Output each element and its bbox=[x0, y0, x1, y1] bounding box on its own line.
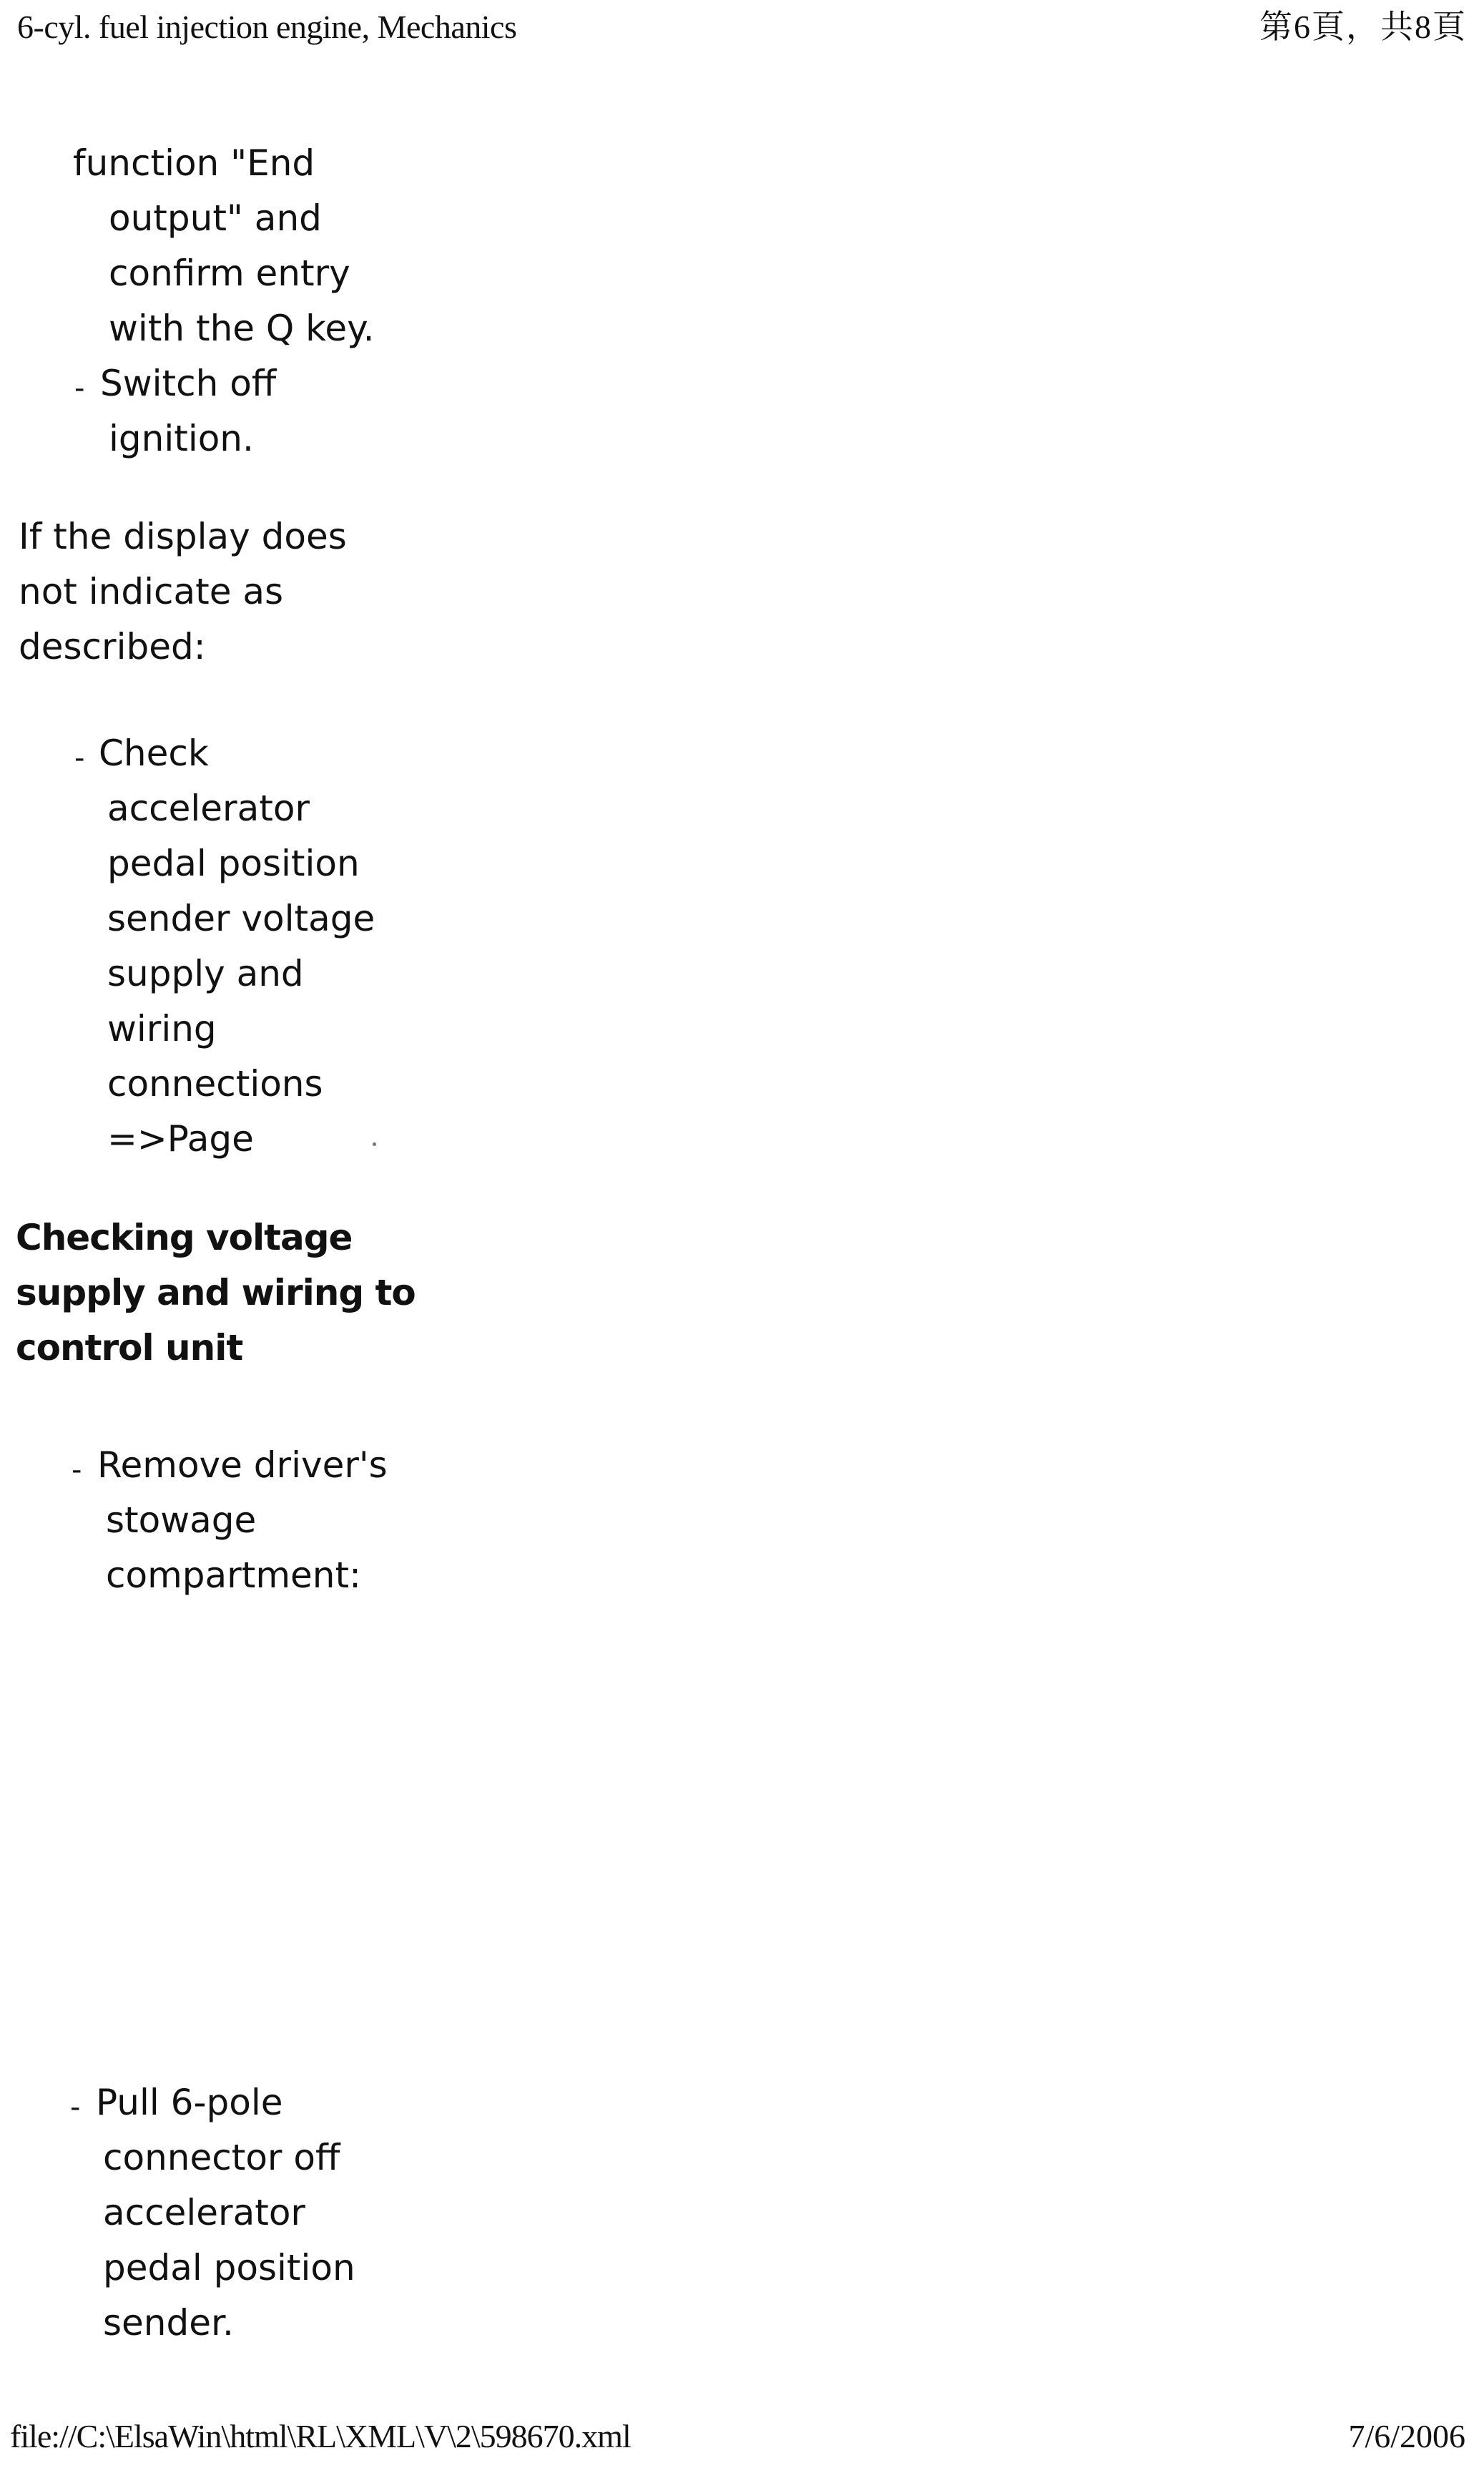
step-text-line: confirm entry bbox=[109, 253, 350, 294]
bullet-dash: - bbox=[74, 742, 85, 775]
section-heading-line: Checking voltage bbox=[16, 1217, 353, 1258]
file-path: file://C:\ElsaWin\html\RL\XML\V\2\598670.xml bbox=[10, 2418, 631, 2454]
step-check-line: accelerator bbox=[107, 788, 310, 829]
bullet-dash: - bbox=[72, 1454, 82, 1487]
section-heading-line: supply and wiring to bbox=[16, 1272, 416, 1313]
condition-text-line: described: bbox=[19, 626, 206, 667]
step-pull-line: pedal position bbox=[103, 2247, 355, 2288]
bullet-dash: - bbox=[74, 372, 85, 405]
page-reference-link[interactable]: =>Page bbox=[107, 1118, 254, 1160]
step-check-line: sender voltage bbox=[107, 898, 375, 939]
step-check-line: supply and bbox=[107, 953, 304, 994]
step-switch-off-line: Switch off bbox=[100, 363, 277, 404]
section-heading-line: control unit bbox=[16, 1327, 243, 1368]
step-text-line: with the Q key. bbox=[109, 308, 375, 349]
step-check-line: connections bbox=[107, 1063, 323, 1105]
condition-text-line: not indicate as bbox=[19, 571, 284, 612]
step-remove-line: stowage bbox=[106, 1499, 257, 1541]
print-date: 7/6/2006 bbox=[1348, 2418, 1465, 2454]
step-pull-line: Pull 6-pole bbox=[96, 2082, 283, 2123]
step-check-line: wiring bbox=[107, 1008, 217, 1049]
page-indicator: 第6頁，共8頁 bbox=[1259, 9, 1467, 45]
step-remove-line: Remove driver's bbox=[97, 1444, 388, 1486]
step-pull-line: connector off bbox=[103, 2137, 340, 2178]
step-text-line: output" and bbox=[109, 197, 322, 239]
trailing-dot bbox=[373, 1142, 376, 1146]
step-switch-off-line: ignition. bbox=[109, 418, 254, 459]
step-check-line: Check bbox=[99, 733, 209, 774]
bullet-dash: - bbox=[70, 2091, 81, 2124]
document-title: 6-cyl. fuel injection engine, Mechanics bbox=[17, 9, 517, 45]
condition-text-line: If the display does bbox=[19, 516, 347, 557]
step-pull-line: sender. bbox=[103, 2302, 234, 2344]
step-text-line: function "End bbox=[73, 142, 315, 184]
step-check-line: pedal position bbox=[107, 843, 360, 884]
step-pull-line: accelerator bbox=[103, 2192, 305, 2233]
step-remove-line: compartment: bbox=[106, 1554, 361, 1596]
